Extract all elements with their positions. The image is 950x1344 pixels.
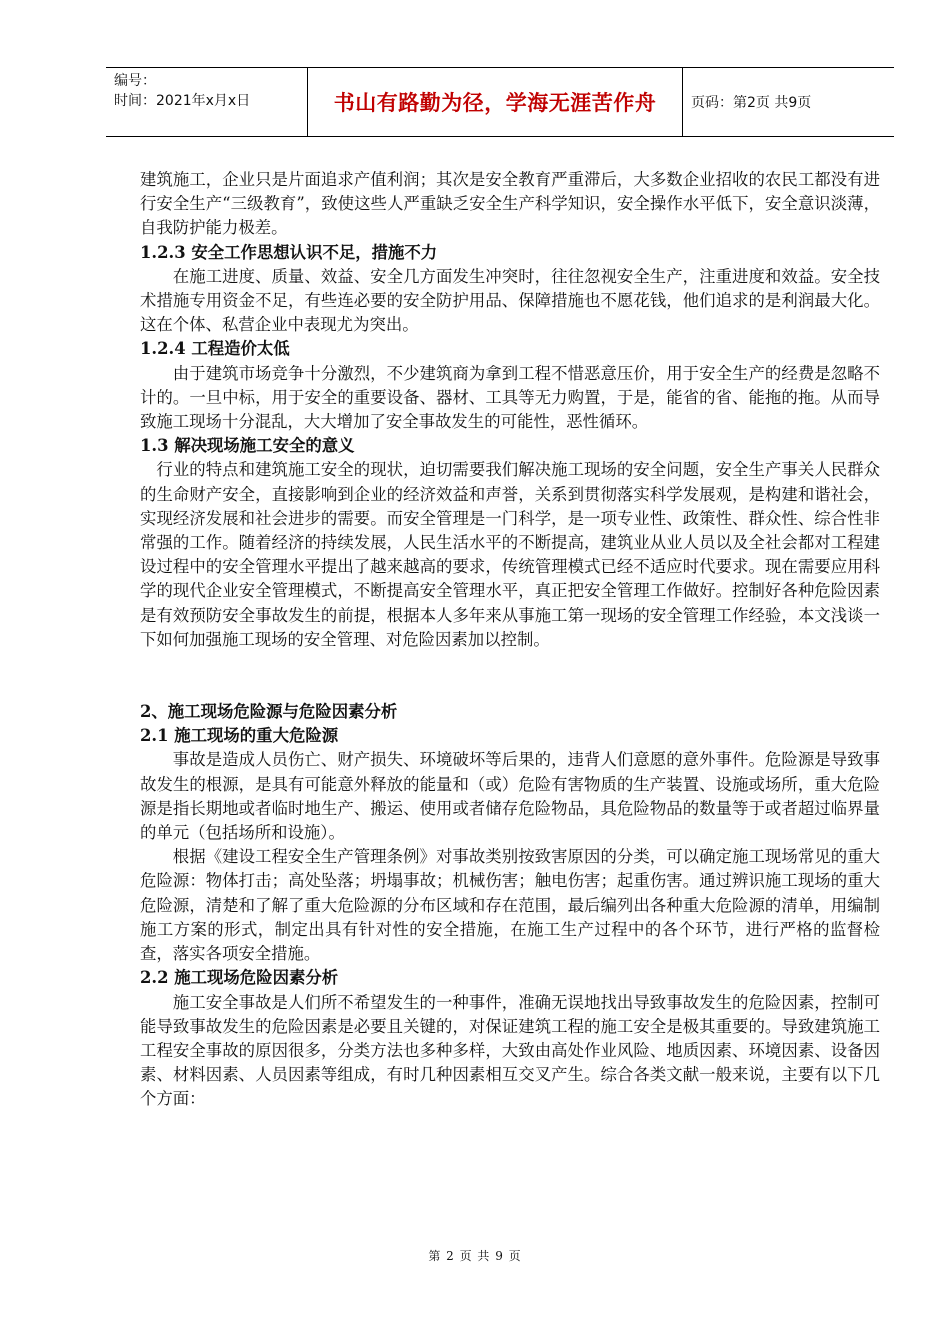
section-heading-2: 2、施工现场危险源与危险因素分析 xyxy=(140,702,398,722)
section-heading-2-2: 2.2 施工现场危险因素分析 xyxy=(140,968,339,988)
paragraph: 根据《建设工程安全生产管理条例》对事故类别按致害原因的分类，可以确定施工现场常见的重大危险源：物体打击；高处坠落；坍塌事故；机械伤害；触电伤害；起重伤害。通过辨识施工现场的重大危险源，清楚和了解了重大危险源的分布区域和存在范围，最后编列出各种重大危险源的清单，用编制施工方案的形式，制定出具有针对性的安全措施，在施工生产过程中的各个环节，进行严格的监督检查，落实各项安全措施。 xyxy=(140,847,880,964)
paragraph: 施工安全事故是人们所不希望发生的一种事件，准确无误地找出导致事故发生的危险因素，控制可能导致事故发生的危险因素是必要且关键的，对保证建筑工程的施工安全是极其重要的。导致建筑施工工程安全事故的原因很多，分类方法也多种多样，大致由高处作业风险、地质因素、环境因素、设备因素、材料因素、人员因素等组成，有时几种因素相互交叉产生。综合各类文献一般来说，主要有以下几个方面： xyxy=(140,992,880,1109)
header-page-cell xyxy=(683,68,894,136)
number-label: 编号： xyxy=(114,73,156,89)
paragraph: 事故是造成人员伤亡、财产损失、环境破坏等后果的，违背人们意愿的意外事件。危险源是导致事故发生的根源，是具有可能意外释放的能量和（或）危险有害物质的生产装置、设施或场所，重大危险源是指长期地或者临时地生产、搬运、使用或者储存危险物品，具危险物品的数量等于或者超过临界量的单元（包括场所和设施）。 xyxy=(140,750,880,843)
document-body xyxy=(140,168,880,1112)
document-header xyxy=(106,67,894,137)
page-code: 页码：第2页 共9页 xyxy=(691,95,812,111)
section-heading-1-2-4: 1.2.4 工程造价太低 xyxy=(140,339,290,359)
paragraph: 由于建筑市场竞争十分激烈，不少建筑商为拿到工程不惜恶意压价，用于安全生产的经费是忽略不计的。一旦中标，用于安全的重要设备、器材、工具等无力购置，于是，能省的省、能拖的拖。从而导致施工现场十分混乱，大大增加了安全事故发生的可能性，恶性循环。 xyxy=(140,363,880,432)
motto-text: 书山有路勤为径，学海无涯苦作舟 xyxy=(333,91,657,115)
header-motto-cell xyxy=(308,68,683,136)
paragraph: 在施工进度、质量、效益、安全几方面发生冲突时，往往忽视安全生产，注重进度和效益。安全技术措施专用资金不足，有些连必要的安全防护用品、保障措施也不愿花钱，他们追求的是利润最大化。这在个体、私营企业中表现尤为突出。 xyxy=(140,266,880,335)
spacer xyxy=(140,652,880,700)
section-heading-1-3: 1.3 解决现场施工安全的意义 xyxy=(140,436,355,456)
time-label: 时间：2021年x月x日 xyxy=(114,93,251,109)
paragraph: 行业的特点和建筑施工安全的现状，迫切需要我们解决施工现场的安全问题，安全生产事关人民群众的生命财产安全，直接影响到企业的经济效益和声誉，关系到贯彻落实科学发展观，是构建和谐社会，实现经济发展和社会进步的需要。而安全管理是一门科学，是一项专业性、政策性、群众性、综合性非常强的工作。随着经济的持续发展，人民生活水平的不断提高，建筑业从业人员以及全社会都对工程建设过程中的安全管理水平提出了越来越高的要求，传统管理模式已经不适应时代要求。现在需要应用科学的现代企业安全管理模式，不断提高安全管理水平，真正把安全管理工作做好。控制好各种危险因素是有效预防安全事故发生的前提，根据本人多年来从事施工第一现场的安全管理工作经验，本文浅谈一下如何加强施工现场的安全管理、对危险因素加以控制。 xyxy=(140,460,880,649)
header-meta-cell xyxy=(106,68,308,136)
page-footer: 第 2 页 共 9 页 xyxy=(428,1249,522,1263)
paragraph: 建筑施工，企业只是片面追求产值利润；其次是安全教育严重滞后，大多数企业招收的农民工都没有进行安全生产“三级教育”，致使这些人严重缺乏安全生产科学知识，安全操作水平低下，安全意识淡薄，自我防护能力极差。 xyxy=(140,170,880,238)
section-heading-1-2-3: 1.2.3 安全工作思想认识不足，措施不力 xyxy=(140,242,438,262)
section-heading-2-1: 2.1 施工现场的重大危险源 xyxy=(140,726,339,746)
